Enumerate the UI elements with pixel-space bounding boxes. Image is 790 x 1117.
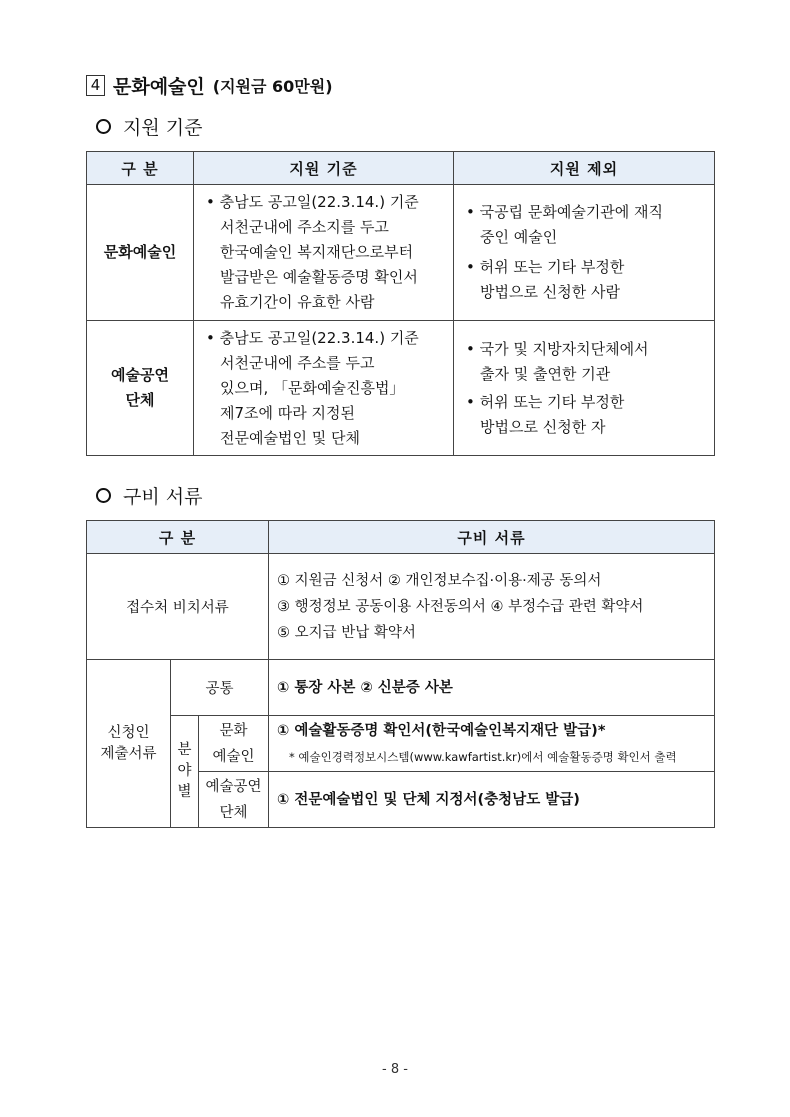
header-exclusion: 지원 제외 <box>454 152 715 185</box>
document-line: ⑤ 오지급 반납 확약서 <box>277 624 416 641</box>
applicant-label: 제출서류 <box>100 745 157 762</box>
criteria-line: 발급받은 예술활동증명 확인서 <box>220 268 418 286</box>
header-category: 구 분 <box>87 152 194 185</box>
section-number-box: 4 <box>86 75 105 96</box>
table-row <box>87 660 715 716</box>
criteria-line: 있으며, 「문화예술진흥법」 <box>220 378 405 397</box>
criteria-line: 전문예술법인 및 단체 <box>220 428 360 447</box>
criteria-cell <box>194 185 454 321</box>
applicant-label: 신청인 <box>107 724 150 741</box>
common-docs: ① 통장 사본 ② 신분증 사본 <box>269 660 715 716</box>
artist-label: 예술인 <box>212 748 255 765</box>
category-label: 문화예술인 <box>103 243 177 261</box>
criteria-heading <box>96 113 202 140</box>
exclusion-line: • 국공립 문화예술기관에 재직 <box>466 203 664 221</box>
table-row <box>87 554 715 660</box>
reception-docs-cell <box>269 554 715 660</box>
artist-label-cell <box>199 716 269 772</box>
by-field-label: 별 <box>177 784 192 800</box>
section-title <box>86 72 333 99</box>
criteria-table <box>86 151 715 456</box>
by-field-label: 야 <box>177 763 192 779</box>
documents-heading-text: 구비 서류 <box>123 486 203 508</box>
criteria-line: • 충남도 공고일(22.3.14.) 기준 <box>206 328 419 347</box>
group-doc: ① 전문예술법인 및 단체 지정서(충청남도 발급) <box>269 772 715 828</box>
exclusion-line: • 허위 또는 기타 부정한 <box>466 258 625 276</box>
exclusion-cell <box>454 321 715 456</box>
criteria-cell <box>194 321 454 456</box>
category-cell <box>87 185 194 321</box>
exclusion-line: 방법으로 신청한 자 <box>480 417 606 436</box>
exclusion-line: 중인 예술인 <box>480 228 558 246</box>
category-cell <box>87 321 194 456</box>
document-line: ③ 행정정보 공동이용 사전동의서 ④ 부정수급 관련 확약서 <box>277 598 644 615</box>
criteria-header-row <box>87 152 715 185</box>
exclusion-line: • 국가 및 지방자치단체에서 <box>466 339 649 358</box>
header-documents: 구비 서류 <box>269 521 715 554</box>
exclusion-line: 출자 및 출연한 기관 <box>480 364 611 383</box>
applicant-label-cell <box>87 660 171 828</box>
documents-header-row <box>87 521 715 554</box>
exclusion-line: • 허위 또는 기타 부정한 <box>466 392 625 411</box>
reception-label: 접수처 비치서류 <box>87 554 269 660</box>
criteria-heading-text: 지원 기준 <box>123 117 203 139</box>
table-row <box>87 716 715 772</box>
criteria-line: 한국예술인 복지재단으로부터 <box>220 243 414 261</box>
artist-note: * 예술인경력정보시스템(www.kawfartist.kr)에서 예술활동증명 확인서 출력 <box>289 749 677 764</box>
common-label: 공통 <box>171 660 269 716</box>
criteria-line: • 충남도 공고일(22.3.14.) 기준 <box>206 193 419 211</box>
document-line: ① 지원금 신청서 ② 개인정보수집·이용·제공 동의서 <box>277 572 602 589</box>
artist-doc: ① 예술활동증명 확인서(한국예술인복지재단 발급)* <box>277 722 606 739</box>
criteria-line: 유효기간이 유효한 사람 <box>220 293 375 311</box>
section-title-text: 문화예술인 <box>113 76 205 98</box>
table-row <box>87 185 715 321</box>
category-label: 예술공연 <box>111 366 169 384</box>
by-field-label-cell <box>171 716 199 828</box>
group-label-cell <box>199 772 269 828</box>
group-label: 예술공연 <box>205 778 262 795</box>
exclusion-cell <box>454 185 715 321</box>
artist-docs-cell <box>269 716 715 772</box>
documents-heading <box>96 482 202 509</box>
page-number: - 8 - <box>382 1062 408 1077</box>
exclusion-line: 방법으로 신청한 사람 <box>480 283 620 301</box>
circle-bullet-icon <box>96 119 111 134</box>
criteria-line: 서천군내에 주소를 두고 <box>220 353 375 372</box>
table-row <box>87 321 715 456</box>
section-subtitle: (지원금 60만원) <box>212 77 333 96</box>
artist-label: 문화 <box>219 722 248 739</box>
header-criteria: 지원 기준 <box>194 152 454 185</box>
documents-table <box>86 520 715 828</box>
header-category: 구 분 <box>87 521 269 554</box>
criteria-line: 서천군내에 주소지를 두고 <box>220 218 389 236</box>
by-field-label: 분 <box>177 742 192 758</box>
category-label: 단체 <box>125 391 155 409</box>
group-label: 단체 <box>219 804 248 821</box>
circle-bullet-icon <box>96 488 111 503</box>
criteria-line: 제7조에 따라 지정된 <box>220 403 356 422</box>
